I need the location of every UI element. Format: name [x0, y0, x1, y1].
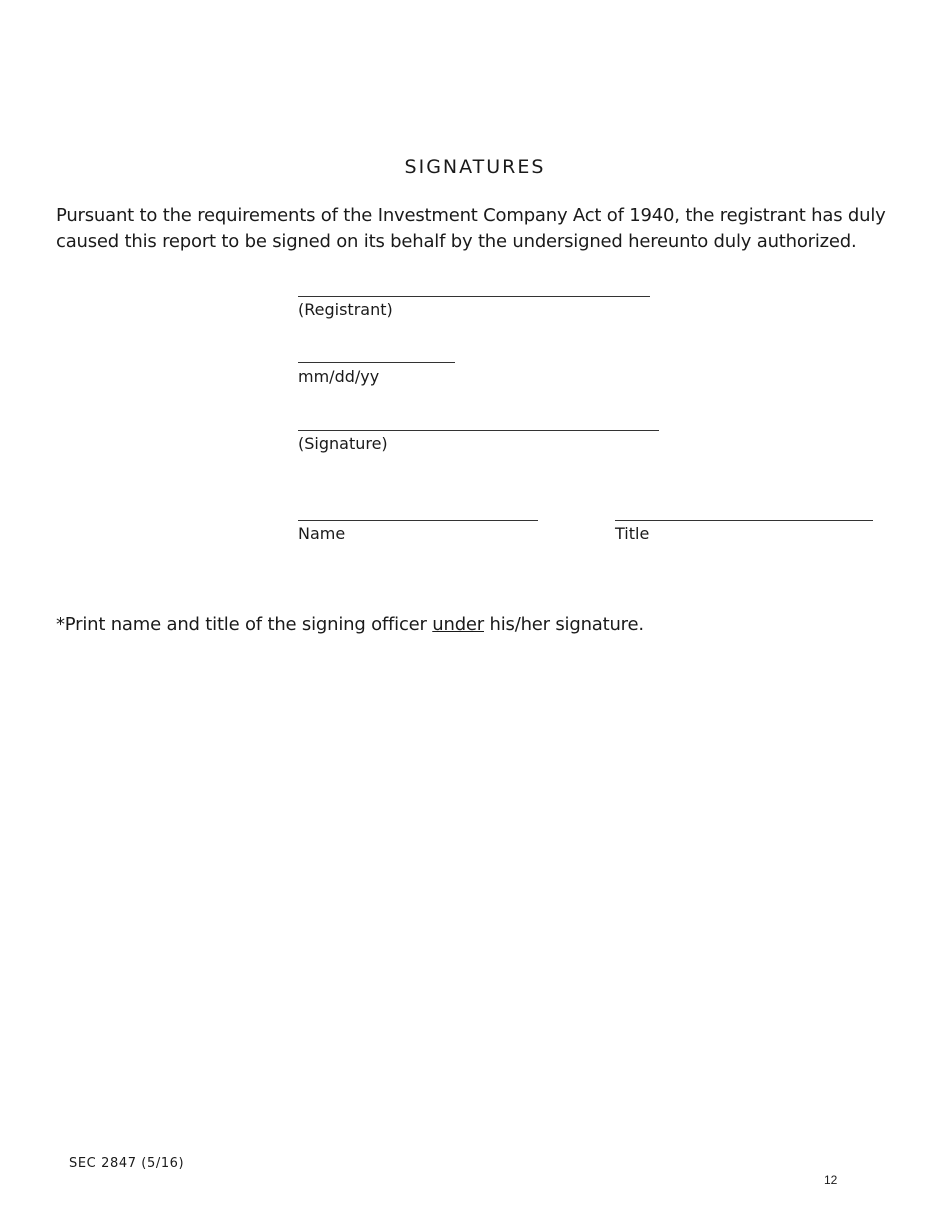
- date-label: mm/dd/yy: [298, 367, 380, 386]
- form-id: SEC 2847 (5/16): [69, 1156, 185, 1171]
- page-number: 12: [824, 1173, 838, 1187]
- registrant-signature-line[interactable]: [298, 296, 650, 297]
- registrant-label: (Registrant): [298, 300, 393, 319]
- page-title: SIGNATURES: [404, 156, 546, 178]
- name-signature-line[interactable]: [298, 520, 538, 521]
- intro-paragraph: Pursuant to the requirements of the Investment Company Act of 1940, the registrant has duly caused this report to be signed on its behalf by the undersigned hereunto duly authorized.: [56, 205, 886, 252]
- officer-signature-line[interactable]: [298, 430, 659, 431]
- footnote-text-before: *Print name and title of the signing officer: [56, 614, 433, 635]
- footnote-text-after: his/her signature.: [484, 614, 644, 635]
- title-label: Title: [615, 524, 650, 543]
- title-signature-line[interactable]: [615, 520, 873, 521]
- signature-label: (Signature): [298, 434, 388, 453]
- name-label: Name: [298, 524, 346, 543]
- date-signature-line[interactable]: [298, 362, 455, 363]
- footnote: [56, 613, 644, 637]
- footnote-underlined-word: under: [432, 614, 484, 635]
